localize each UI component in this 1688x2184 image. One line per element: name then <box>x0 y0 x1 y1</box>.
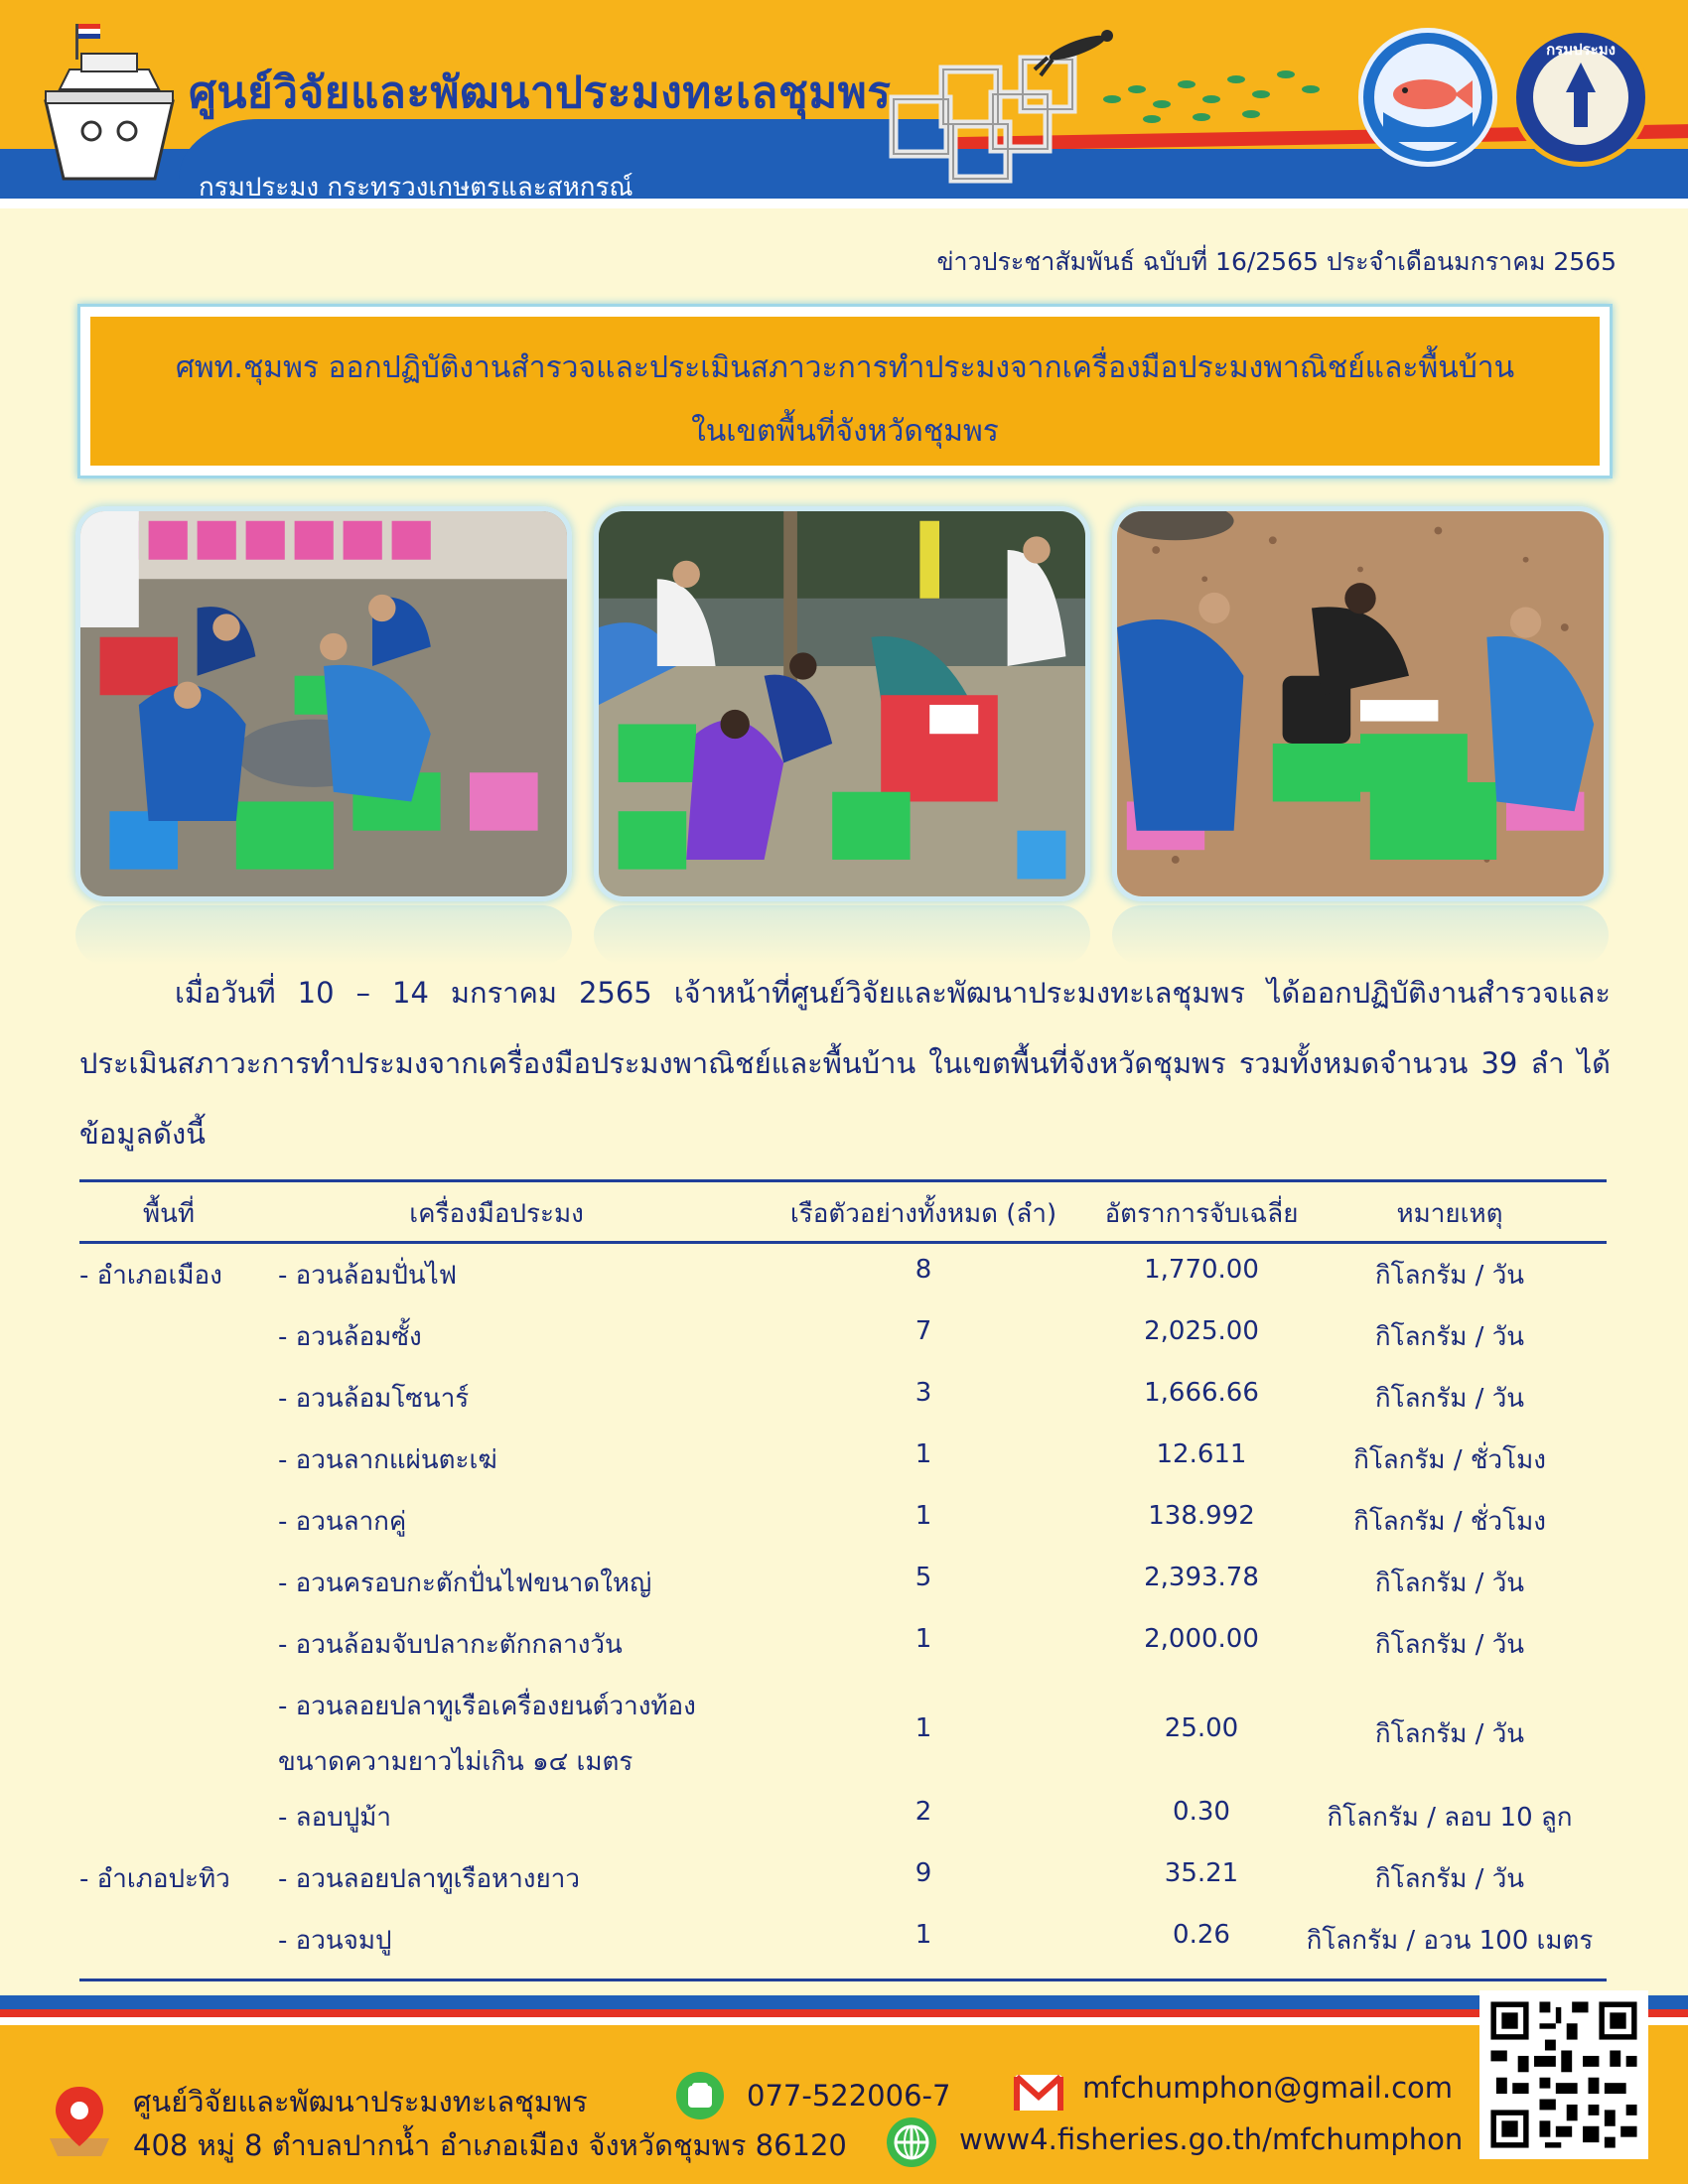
cell-boats: 7 <box>914 1316 932 1346</box>
footer-red-stripe <box>0 2009 1688 2017</box>
qr-code-icon[interactable] <box>1479 1990 1648 2159</box>
cell-gear: - ลอบปูม้า <box>278 1803 391 1833</box>
cell-boats: 1 <box>914 1713 932 1743</box>
cell-note: กิโลกรัม / วัน <box>1374 1719 1525 1749</box>
headline-line-2: ในเขตพื้นที่จังหวัดชุมพร <box>691 414 999 449</box>
page-header <box>0 0 1688 208</box>
cell-boats: 3 <box>914 1378 932 1408</box>
footer-website[interactable]: www4.fisheries.go.th/mfchumphon <box>959 2122 1464 2156</box>
phone-icon <box>675 2071 725 2120</box>
cell-note: กิโลกรัม / วัน <box>1374 1630 1525 1660</box>
department-of-fisheries-logo <box>1511 28 1650 167</box>
cell-note: กิโลกรัม / วัน <box>1374 1261 1525 1291</box>
fish-school-icon <box>1092 60 1331 129</box>
cell-rate: 2,000.00 <box>1144 1624 1259 1654</box>
table-bottom-rule <box>79 1979 1607 1981</box>
footer-org-name: ศูนย์วิจัยและพัฒนาประมงทะเลชุมพร <box>133 2085 588 2118</box>
cell-gear: - อวนล้อมโซนาร์ <box>278 1384 470 1414</box>
cell-rate: 2,393.78 <box>1144 1563 1259 1592</box>
photo-fish-sorting <box>75 506 572 901</box>
logo-text: กรมประมง <box>1546 41 1616 59</box>
location-pin-icon <box>44 2081 115 2160</box>
cell-rate: 0.26 <box>1173 1920 1230 1950</box>
table-header-rule <box>79 1241 1607 1244</box>
intro-paragraph: เมื่อวันที่ 10 – 14 มกราคม 2565 เจ้าหน้าที่ศูนย์วิจัยและพัฒนาประมงทะเลชุมพร ได้ออกปฏิบัติงานสำรวจและประเมินสภาวะการทำประมงจากเครื่องมือประมงพาณิชย์และพื้นบ้าน ในเขตพื้นที่จังหวัดชุมพร รวมทั้งหมดจำนวน 39 ลำ ได้ข้อมูลดังนี้ <box>79 976 1611 1151</box>
cell-boats: 1 <box>914 1439 932 1469</box>
ship-icon <box>40 20 179 189</box>
cell-gear: - อวนลากแผ่นตะเฆ่ <box>278 1445 497 1475</box>
cell-note: กิโลกรัม / วัน <box>1374 1322 1525 1352</box>
footer-white-stripe <box>0 2017 1688 2025</box>
cell-rate: 1,770.00 <box>1144 1255 1259 1285</box>
header-title: ศูนย์วิจัยและพัฒนาประมงทะเลชุมพร <box>189 68 892 118</box>
cell-gear-continued: ขนาดความยาวไม่เกิน ๑๔ เมตร <box>278 1747 633 1777</box>
cell-rate: 12.611 <box>1156 1439 1247 1469</box>
header-boats: เรือตัวอย่างทั้งหมด (ลำ) <box>789 1199 1057 1229</box>
mail-icon <box>1013 2071 1064 2115</box>
header-note: หมายเหตุ <box>1396 1199 1503 1229</box>
cell-rate: 2,025.00 <box>1144 1316 1259 1346</box>
cell-boats: 5 <box>914 1563 932 1592</box>
cell-rate: 25.00 <box>1164 1713 1239 1743</box>
cell-gear: - อวนล้อมปั่นไฟ <box>278 1261 458 1291</box>
photo-net-measurement <box>594 506 1090 901</box>
cell-note: กิโลกรัม / วัน <box>1374 1864 1525 1894</box>
cell-boats: 1 <box>914 1624 932 1654</box>
cell-rate: 138.992 <box>1148 1501 1255 1531</box>
headline-line-1: ศพท.ชุมพร ออกปฏิบัติงานสำรวจและประเมินสภาวะการทำประมงจากเครื่องมือประมงพาณิชย์และพื้นบ้าน <box>175 350 1515 385</box>
cell-boats: 8 <box>914 1255 932 1285</box>
photo-crab-sampling <box>1112 506 1609 901</box>
cell-gear: - อวนลอยปลาทูเรือหางยาว <box>278 1864 580 1894</box>
header-subtitle: กรมประมง กระทรวงเกษตรและสหกรณ์ <box>199 173 633 203</box>
cell-area: - อำเภอปะทิว <box>79 1864 230 1894</box>
cell-rate: 1,666.66 <box>1144 1378 1259 1408</box>
headline <box>90 317 1600 466</box>
globe-icon <box>886 2116 937 2168</box>
cell-boats: 2 <box>914 1797 932 1827</box>
table-top-rule <box>79 1179 1607 1182</box>
photo-reflection <box>1112 905 1609 965</box>
cell-gear: - อวนล้อมซั้ง <box>278 1322 422 1352</box>
news-issue-line: ข่าวประชาสัมพันธ์ ฉบับที่ 16/2565 ประจำเดือนมกราคม 2565 <box>936 247 1617 276</box>
cell-note: กิโลกรัม / ลอบ 10 ลูก <box>1327 1803 1573 1833</box>
cell-boats: 9 <box>914 1858 932 1888</box>
cell-rate: 35.21 <box>1164 1858 1239 1888</box>
cell-gear: - อวนล้อมจับปลากะตักกลางวัน <box>278 1630 623 1660</box>
cell-gear: - อวนจมปู <box>278 1926 392 1956</box>
cell-area: - อำเภอเมือง <box>79 1261 222 1291</box>
headline-frame <box>77 304 1613 478</box>
footer-phone[interactable]: 077-522006-7 <box>747 2079 951 2113</box>
cell-note: กิโลกรัม / วัน <box>1374 1384 1525 1414</box>
cell-note: กิโลกรัม / ชั่วโมง <box>1353 1445 1546 1475</box>
cell-gear: - อวนลากคู่ <box>278 1507 407 1537</box>
header-area: พื้นที่ <box>142 1199 196 1229</box>
cell-note: กิโลกรัม / วัน <box>1374 1569 1525 1598</box>
footer-email[interactable]: mfchumphon@gmail.com <box>1082 2071 1454 2105</box>
photo-reflection <box>594 905 1090 965</box>
header-gear: เครื่องมือประมง <box>409 1199 584 1229</box>
footer-address: 408 หมู่ 8 ตำบลปากน้ำ อำเภอเมือง จังหวัดชุมพร 86120 <box>133 2128 847 2162</box>
cell-rate: 0.30 <box>1173 1797 1230 1827</box>
cell-gear: - อวนครอบกะตักปั่นไฟขนาดใหญ่ <box>278 1569 652 1598</box>
header-rate: อัตราการจับเฉลี่ย <box>1104 1199 1299 1229</box>
cell-note: กิโลกรัม / อวน 100 เมตร <box>1306 1926 1594 1956</box>
cell-boats: 1 <box>914 1920 932 1950</box>
cell-gear: - อวนลอยปลาทูเรือเครื่องยนต์วางท้อง <box>278 1692 696 1721</box>
footer-blue-stripe <box>0 1995 1688 2009</box>
cell-boats: 1 <box>914 1501 932 1531</box>
cell-note: กิโลกรัม / ชั่วโมง <box>1353 1507 1546 1537</box>
photo-reflection <box>75 905 572 965</box>
research-center-logo <box>1358 28 1497 167</box>
